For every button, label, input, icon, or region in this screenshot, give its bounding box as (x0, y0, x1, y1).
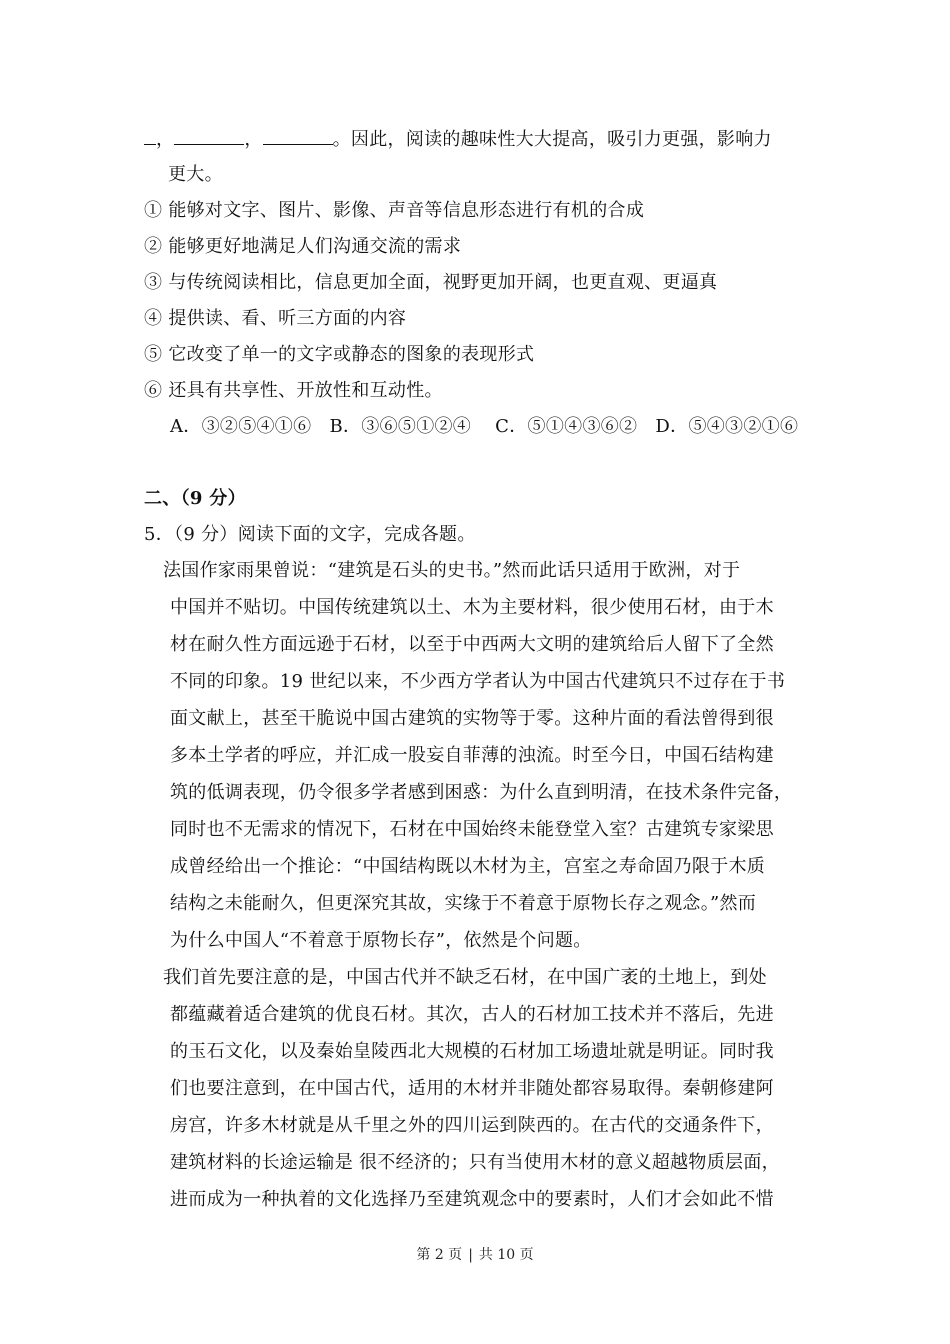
q4-sep-2: ， (244, 129, 263, 150)
q4-option-2: ② 能够更好地满足人们沟通交流的需求 (144, 236, 462, 257)
q4-answer-choices: A．③②⑤④①⑥ B．③⑥⑤①②④ C．⑤①④③⑥② D．⑤④③②①⑥ (170, 416, 799, 437)
footer-separator: | (468, 1247, 473, 1263)
q4-sep-1: ， (156, 129, 175, 150)
passage-line: 多本土学者的呼应，并汇成一股妄自菲薄的浊流。时至今日，中国石结构建 (170, 745, 774, 766)
q4-option-5: ⑤ 它改变了单一的文字或静态的图象的表现形式 (144, 344, 535, 365)
answer-blank-1 (144, 128, 156, 145)
passage-line: 进而成为一种执着的文化选择乃至建筑观念中的要素时，人们才会如此不惜 (170, 1189, 774, 1210)
passage-line: 的玉石文化，以及秦始皇陵西北大规模的石材加工场遗址就是明证。同时我 (170, 1041, 774, 1062)
passage-line: 我们首先要注意的是，中国古代并不缺乏石材，在中国广袤的土地上，到处 (163, 967, 767, 988)
total-pages: 共 10 页 (478, 1247, 534, 1263)
section-title: 二、（9 分） (144, 488, 246, 509)
passage-line: 中国并不贴切。中国传统建筑以土、木为主要材料，很少使用石材，由于木 (170, 597, 774, 618)
page-footer (0, 1244, 950, 1264)
passage-line: 不同的印象。19 世纪以来，不少西方学者认为中国古代建筑只不过存在于书 (170, 671, 786, 692)
passage-line: 房宫，许多木材就是从千里之外的四川运到陕西的。在古代的交通条件下， (170, 1115, 774, 1136)
q4-option-3: ③ 与传统阅读相比，信息更加全面，视野更加开阔，也更直观、更逼真 (144, 272, 718, 293)
passage-line: 们也要注意到，在中国古代，适用的木材并非随处都容易取得。秦朝修建阿 (170, 1078, 774, 1099)
q4-tail-text: 。因此，阅读的趣味性大大提高，吸引力更强，影响力 (332, 129, 772, 150)
question-5-stem: 5．（9 分）阅读下面的文字，完成各题。 (144, 524, 476, 545)
passage-line: 成曾经给出一个推论：“中国结构既以木材为主，宫室之寿命固乃限于木质 (170, 856, 766, 877)
passage-line: 为什么中国人“不着意于原物长存”，依然是个问题。 (170, 930, 592, 951)
passage-line: 筑的低调表现，仍令很多学者感到困惑：为什么直到明清，在技术条件完备， (170, 782, 793, 803)
passage-line: 法国作家雨果曾说：“建筑是石头的史书。”然而此话只适用于欧洲，对于 (163, 560, 741, 581)
q4-option-1: ① 能够对文字、图片、影像、声音等信息形态进行有机的合成 (144, 200, 645, 221)
page-number: 第 2 页 (416, 1247, 463, 1263)
passage-line: 同时也不无需求的情况下，石材在中国始终未能登堂入室？古建筑专家梁思 (170, 819, 774, 840)
passage-line: 结构之未能耐久，但更深究其故，实缘于不着意于原物长存之观念。”然而 (170, 893, 757, 914)
passage-line: 面文献上，甚至干脆说中国古建筑的实物等于零。这种片面的看法曾得到很 (170, 708, 774, 729)
passage-line: 材在耐久性方面远逊于石材，以至于中西两大文明的建筑给后人留下了全然 (170, 634, 774, 655)
passage-line: 都蕴藏着适合建筑的优良石材。其次，古人的石材加工技术并不落后，先进 (170, 1004, 774, 1025)
q4-tail-continuation: 更大。 (168, 164, 223, 185)
q4-option-4: ④ 提供读、看、听三方面的内容 (144, 308, 407, 329)
passage-line: 建筑材料的长途运输是 很不经济的；只有当使用木材的意义超越物质层面， (170, 1152, 780, 1173)
answer-blank-3 (263, 128, 333, 145)
q4-tail-line (144, 128, 772, 151)
answer-blank-2 (174, 128, 244, 145)
q4-option-6: ⑥ 还具有共享性、开放性和互动性。 (144, 380, 443, 401)
